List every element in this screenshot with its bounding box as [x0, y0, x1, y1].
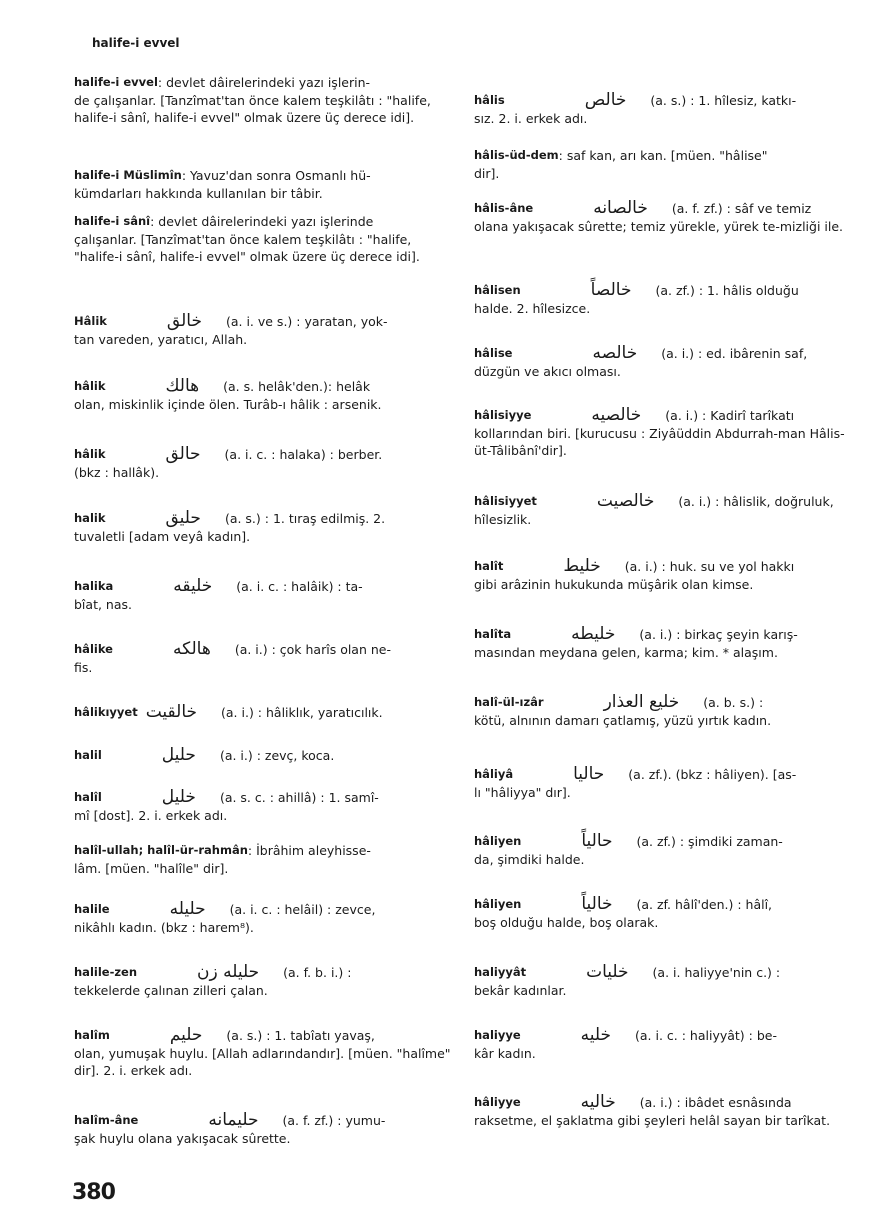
definition-continuation: lı "hâliyya" dır]. — [474, 784, 571, 800]
definition-continuation: nikâhlı kadın. (bkz : harem⁸). — [74, 919, 254, 935]
page-number: 380 — [72, 1180, 115, 1205]
headword: halife-i sânî — [74, 214, 151, 228]
dictionary-entry — [74, 378, 452, 413]
definition-continuation: düzgün ve akıcı olması. — [474, 363, 621, 379]
definition-continuation: gibi arâzinin hukukunda müşârik olan kimse. — [474, 576, 754, 592]
headword: hâlik — [74, 447, 106, 461]
definition-first-line: (a. i. c. : halaka) : berber. — [224, 447, 383, 462]
definition-continuation: bekâr kadınlar. — [474, 982, 567, 998]
dictionary-entry — [474, 558, 852, 593]
definition-continuation: boş olduğu halde, boş olarak. — [474, 914, 659, 930]
arabic-script-headword: خليات — [586, 962, 629, 982]
headword: hâlis — [474, 93, 505, 107]
definition-continuation: hîlesizlik. — [474, 511, 532, 527]
arabic-script-headword: خليقه — [173, 576, 213, 596]
arabic-script-headword: خالياً — [581, 894, 613, 914]
headword: hâlisen — [474, 283, 521, 297]
dictionary-entry — [474, 1027, 852, 1062]
headword: Hâlik — [74, 314, 107, 328]
definition-first-line: : devlet dâirelerindeki yazı işlerinde — [150, 214, 374, 229]
dictionary-entry — [474, 407, 852, 460]
definition-continuation: da, şimdiki halde. — [474, 851, 585, 867]
definition-continuation: kümdarları hakkında kullanılan bir tâbir. — [74, 185, 323, 201]
arabic-script-headword: خالصانه — [593, 198, 648, 218]
arabic-script-headword: خالقيت — [145, 702, 198, 722]
headword: halil — [74, 748, 102, 762]
headword: haliyye — [474, 1028, 521, 1042]
definition-first-line: (a. i.) : hâlislik, doğruluk, — [678, 494, 834, 509]
definition-first-line: (a. zf. hâlî'den.) : hâlî, — [636, 897, 773, 912]
dictionary-entry — [74, 704, 452, 722]
dictionary-entry — [74, 578, 452, 613]
dictionary-entry — [74, 446, 452, 481]
definition-first-line: (a. i. c. : halâik) : ta- — [236, 579, 363, 594]
headword: halile — [74, 902, 110, 916]
arabic-script-headword: خالصيت — [596, 491, 655, 511]
definition-continuation: halde. 2. hîlesizce. — [474, 300, 591, 316]
definition-first-line: (a. i.) : ibâdet esnâsında — [639, 1095, 792, 1110]
headword: hâliyâ — [474, 767, 514, 781]
arabic-script-headword: خالصاً — [590, 280, 632, 300]
dictionary-entry — [74, 510, 452, 545]
definition-first-line: (a. i. ve s.) : yaratan, yok- — [225, 314, 388, 329]
headword: hâlisiyye — [474, 408, 532, 422]
dictionary-entry — [74, 213, 452, 266]
definition-first-line: (a. s. c. : ahillâ) : 1. samî- — [219, 790, 379, 805]
definition-first-line: : İbrâhim aleyhisse- — [247, 843, 371, 858]
arabic-script-headword: حالق — [165, 444, 201, 464]
headword: halîl — [74, 790, 102, 804]
dictionary-entry — [74, 842, 452, 877]
definition-continuation: kötü, alnının damarı çatlamış, yüzü yırtık kadın. — [474, 712, 772, 728]
dictionary-entry — [474, 626, 852, 661]
dictionary-entry — [474, 147, 852, 182]
dictionary-entry — [74, 74, 452, 127]
definition-continuation: tan vareden, yaratıcı, Allah. — [74, 331, 248, 347]
headword: halife-i evvel — [74, 75, 158, 89]
arabic-script-headword: حليله زن — [197, 962, 260, 982]
arabic-script-headword: خليطه — [571, 624, 616, 644]
definition-continuation: şak huylu olana yakışacak sûrette. — [74, 1130, 291, 1146]
dictionary-entry — [474, 92, 852, 127]
dictionary-entry — [74, 747, 452, 765]
definition-continuation: dir]. — [474, 165, 500, 181]
dictionary-entry — [74, 789, 452, 824]
definition-first-line: (a. f. b. i.) : — [283, 965, 352, 980]
arabic-script-headword: حاليا — [573, 764, 605, 784]
definition-first-line: (a. b. s.) : — [703, 695, 764, 710]
definition-continuation: tuvaletli [adam veyâ kadın]. — [74, 528, 251, 544]
dictionary-entry — [74, 964, 452, 999]
definition-first-line: (a. s.) : 1. hîlesiz, katkı- — [650, 93, 797, 108]
definition-first-line: (a. i.) : ed. ibârenin saf, — [661, 346, 808, 361]
dictionary-entry — [74, 1027, 452, 1080]
headword: hâlik — [74, 379, 106, 393]
definition-continuation: raksetme, el şaklatma gibi şeyleri helâl sayan bir tarîkat. — [474, 1112, 831, 1128]
definition-continuation: masından meydana gelen, karma; kim. * alaşım. — [474, 644, 778, 660]
headword: halile-zen — [74, 965, 138, 979]
definition-continuation: de çalışanlar. [Tanzîmat'tan önce kalem teşkilâtı : "halife, halife-i sânî, halife-i evvel" olmak üzere üç derece idi]. — [74, 92, 431, 125]
headword: hâlis-âne — [474, 201, 534, 215]
dictionary-entry — [474, 345, 852, 380]
headword: halife-i Müslimîn — [74, 168, 182, 182]
dictionary-entry — [474, 833, 852, 868]
running-head: halife-i evvel — [92, 36, 180, 50]
arabic-script-headword: خليه — [580, 1025, 612, 1045]
dictionary-entry — [474, 282, 852, 317]
arabic-script-headword: حالياً — [581, 831, 613, 851]
arabic-script-headword: هالكه — [172, 639, 211, 659]
definition-first-line: (a. s. helâk'den.): helâk — [223, 379, 371, 394]
arabic-script-headword: خالصيه — [591, 405, 642, 425]
definition-first-line: (a. f. zf.) : yumu- — [282, 1113, 386, 1128]
definition-first-line: : devlet dâirelerindeki yazı işlerin- — [157, 75, 371, 90]
definition-first-line: (a. i.) : birkaç şeyin karış- — [639, 627, 798, 642]
definition-continuation: kâr kadın. — [474, 1045, 536, 1061]
arabic-script-headword: خالق — [166, 311, 202, 331]
dictionary-entry — [74, 901, 452, 936]
headword: hâlise — [474, 346, 513, 360]
definition-continuation: mî [dost]. 2. i. erkek adı. — [74, 807, 228, 823]
definition-continuation: kollarından biri. [kurucusu : Ziyâüddin Abdurrah-man Hâlis-üt-Tâlibânî'dir]. — [474, 425, 845, 458]
dictionary-entry — [474, 694, 852, 729]
headword: hâliyye — [474, 1095, 521, 1109]
definition-continuation: çalışanlar. [Tanzîmat'tan önce kalem teşkilâtı : "halife, "halife-i sânî, halife-i evvel" olmak üzere üç derece idi]. — [74, 231, 420, 264]
dictionary-entry — [474, 896, 852, 931]
dictionary-entry — [474, 1094, 852, 1129]
headword: haliyyât — [474, 965, 527, 979]
headword: hâliyen — [474, 834, 522, 848]
headword: halîl-ullah; halîl-ür-rahmân — [74, 843, 248, 857]
arabic-script-headword: خالصه — [592, 343, 638, 363]
definition-first-line: : saf kan, arı kan. [müen. "hâlise" — [558, 148, 768, 163]
headword: halika — [74, 579, 114, 593]
dictionary-entry — [74, 1112, 452, 1147]
dictionary-entry — [74, 313, 452, 348]
dictionary-entry — [474, 493, 852, 528]
arabic-script-headword: حليل — [161, 745, 196, 765]
definition-continuation: olan, miskinlik içinde ölen. Turâb-ı hâlik : arsenik. — [74, 396, 382, 412]
headword: halîm-âne — [74, 1113, 139, 1127]
definition-first-line: (a. i. c. : helâil) : zevce, — [229, 902, 376, 917]
arabic-script-headword: حليمانه — [208, 1110, 259, 1130]
headword: halîm — [74, 1028, 110, 1042]
dictionary-entry — [474, 964, 852, 999]
definition-continuation: (bkz : hallâk). — [74, 464, 160, 480]
dictionary-entry — [74, 641, 452, 676]
definition-first-line: : Yavuz'dan sonra Osmanlı hü- — [181, 168, 371, 183]
arabic-script-headword: حليق — [165, 508, 201, 528]
headword: hâliyen — [474, 897, 522, 911]
definition-first-line: (a. zf.) : 1. hâlis olduğu — [655, 283, 799, 298]
definition-first-line: (a. f. zf.) : sâf ve temiz — [671, 201, 812, 216]
definition-first-line: (a. i.) : Kadirî tarîkatı — [665, 408, 795, 423]
definition-first-line: (a. zf.) : şimdiki zaman- — [636, 834, 783, 849]
dictionary-entry — [74, 167, 452, 202]
definition-continuation: tekkelerde çalınan zilleri çalan. — [74, 982, 268, 998]
arabic-script-headword: خليط — [563, 556, 601, 576]
definition-first-line: (a. s.) : 1. tabîatı yavaş, — [226, 1028, 375, 1043]
headword: hâlisiyyet — [474, 494, 537, 508]
arabic-script-headword: خليع العذار — [603, 692, 680, 712]
headword: halik — [74, 511, 106, 525]
definition-continuation: olan, yumuşak huylu. [Allah adlarındandır]. [müen. "halîme" dir]. 2. i. erkek adı. — [74, 1045, 451, 1078]
arabic-script-headword: حليله — [169, 899, 206, 919]
definition-first-line: (a. s.) : 1. tıraş edilmiş. 2. — [224, 511, 386, 526]
headword: halîta — [474, 627, 512, 641]
definition-first-line: (a. zf.). (bkz : hâliyen). [as- — [628, 767, 797, 782]
headword: halî-ül-ızâr — [474, 695, 544, 709]
arabic-script-headword: حليم — [169, 1025, 203, 1045]
arabic-script-headword: هالك — [165, 376, 200, 396]
arabic-script-headword: خليل — [161, 787, 196, 807]
headword: hâlike — [74, 642, 113, 656]
headword: hâlis-üd-dem — [474, 148, 559, 162]
headword: halît — [474, 559, 504, 573]
definition-continuation: sız. 2. i. erkek adı. — [474, 110, 588, 126]
definition-first-line: (a. i.) : çok harîs olan ne- — [234, 642, 391, 657]
definition-continuation: bîat, nas. — [74, 596, 132, 612]
arabic-script-headword: خاليه — [580, 1092, 616, 1112]
definition-first-line: (a. i. haliyye'nin c.) : — [652, 965, 781, 980]
definition-first-line: (a. i.) : zevç, koca. — [219, 748, 335, 763]
arabic-script-headword: خالص — [584, 90, 627, 110]
definition-first-line: (a. i.) : huk. su ve yol hakkı — [624, 559, 795, 574]
definition-continuation: fis. — [74, 659, 93, 675]
definition-continuation: olana yakışacak sûrette; temiz yürekle, yürek te-mizliği ile. — [474, 218, 844, 234]
definition-first-line: (a. i. c. : haliyyât) : be- — [635, 1028, 777, 1043]
definition-first-line: (a. i.) : hâliklık, yaratıcılık. — [221, 705, 383, 720]
headword: hâlikıyyet — [74, 705, 138, 719]
definition-continuation: lâm. [müen. "halîle" dir]. — [74, 860, 229, 876]
dictionary-entry — [474, 766, 852, 801]
dictionary-entry — [474, 200, 852, 235]
